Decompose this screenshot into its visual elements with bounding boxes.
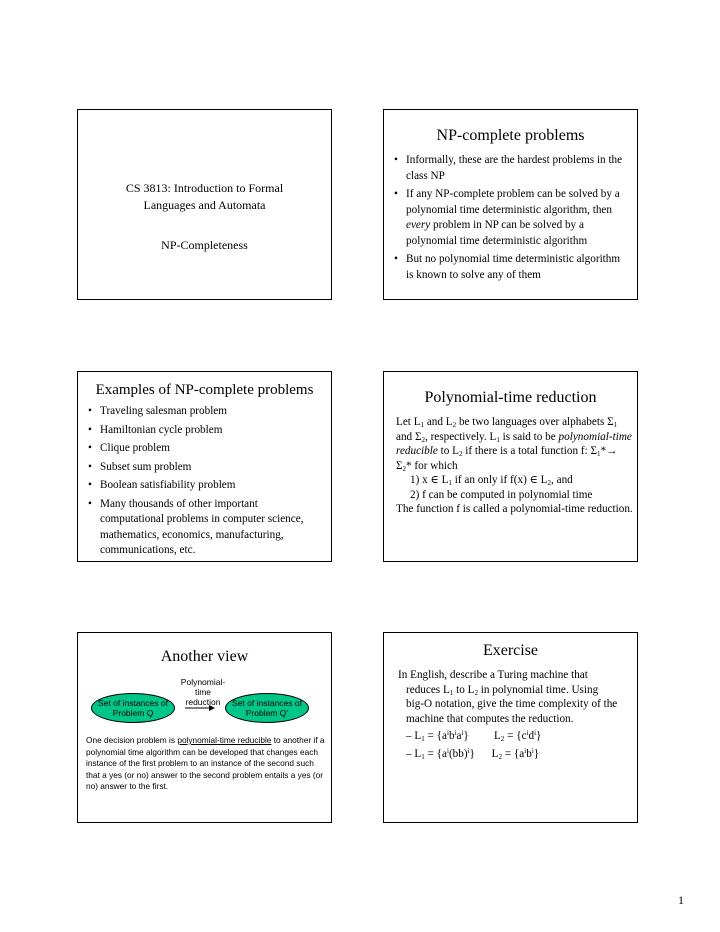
slide-another-view bbox=[77, 632, 332, 823]
topic: NP-Completeness bbox=[161, 238, 248, 252]
slide-heading: Examples of NP-complete problems bbox=[95, 382, 314, 398]
exercise-body: In English, describe a Turing machine that reduces $L_1$ to $L_2$ in polynomial time. Using big-O notation, give the time complexity of the machine that computes the reduction. – $L_1 = \{a^ib^ia^i\}$ $L_2 = \{c^id^i\}$ – $L_1 = \{a^i(bb)^i\}$ $L_2 = \{a^ib^i\}$ bbox=[398, 669, 618, 761]
list-item: • Boolean satisfiability problem bbox=[88, 479, 236, 491]
page-number: 1 bbox=[678, 893, 684, 907]
slide-heading: Exercise bbox=[482, 642, 539, 659]
slide-heading: Another view bbox=[160, 648, 249, 665]
list-item: • Traveling salesman problem bbox=[88, 405, 227, 417]
slide-title bbox=[77, 109, 332, 300]
slide-reduction bbox=[383, 371, 638, 562]
list-item: • If any NP-complete problem can be solved by a polynomial time deterministic algorithm, then every problem in NP can be solved by a polynomial time deterministic algorithm bbox=[394, 188, 620, 247]
course-line-2: Languages and Automata bbox=[143, 198, 266, 212]
list-item: • Clique problem bbox=[88, 442, 170, 454]
explanation-paragraph: One decision problem is polynomial-time reducible to another if a polynomial time algorithm can be developed that changes each instance of the first problem to an instance of the second such that a yes (or no) answer to the second problem entails a yes (or no) answer to the first. bbox=[86, 735, 325, 791]
definition: Let $L_1$ and $L_2$ be two languages over alphabets $\Sigma_1$ and $\Sigma_2$, respectively. $L_1$ is said to be polynomial-time reducible to $L_2$ if there is a total function f: $\Sigma_1*\to \Sigma_2*$ for which 1) x ∈ $L_1$ if an only if f(x) ∈ $L_2$, and 2) f can be computed in polynomial time The function f is called a polynomial-time reduction. bbox=[396, 416, 633, 515]
arrow-right-icon bbox=[185, 703, 215, 713]
list-item: • Hamiltonian cycle problem bbox=[88, 423, 223, 436]
arrow-label: Polynomial-time reduction bbox=[180, 677, 226, 707]
slide-np-complete bbox=[383, 109, 638, 300]
slide-exercise bbox=[383, 632, 638, 823]
slide-heading: Polynomial-time reduction bbox=[424, 389, 597, 406]
ellipse-problem-q-prime: Set of instances of Problem Q’ bbox=[225, 693, 309, 723]
list-item: • But no polynomial time deterministic algorithm is known to solve any of them bbox=[394, 253, 621, 281]
course-line-1: CS 3813: Introduction to Formal bbox=[125, 181, 284, 195]
bullet-list bbox=[392, 153, 628, 286]
ellipse-problem-q: Set of instances of Problem Q bbox=[91, 693, 175, 723]
slide-heading: NP-complete problems bbox=[436, 127, 585, 144]
list-item: • Subset sum problem bbox=[88, 460, 192, 473]
list-item: • Many thousands of other important computational problems in computer science, mathematics, economics, manufacturing, communications, etc. bbox=[88, 497, 304, 556]
list-item: • Informally, these are the hardest problems in the class NP bbox=[394, 154, 623, 182]
slide-examples bbox=[77, 371, 332, 562]
bullet-list bbox=[86, 404, 322, 562]
